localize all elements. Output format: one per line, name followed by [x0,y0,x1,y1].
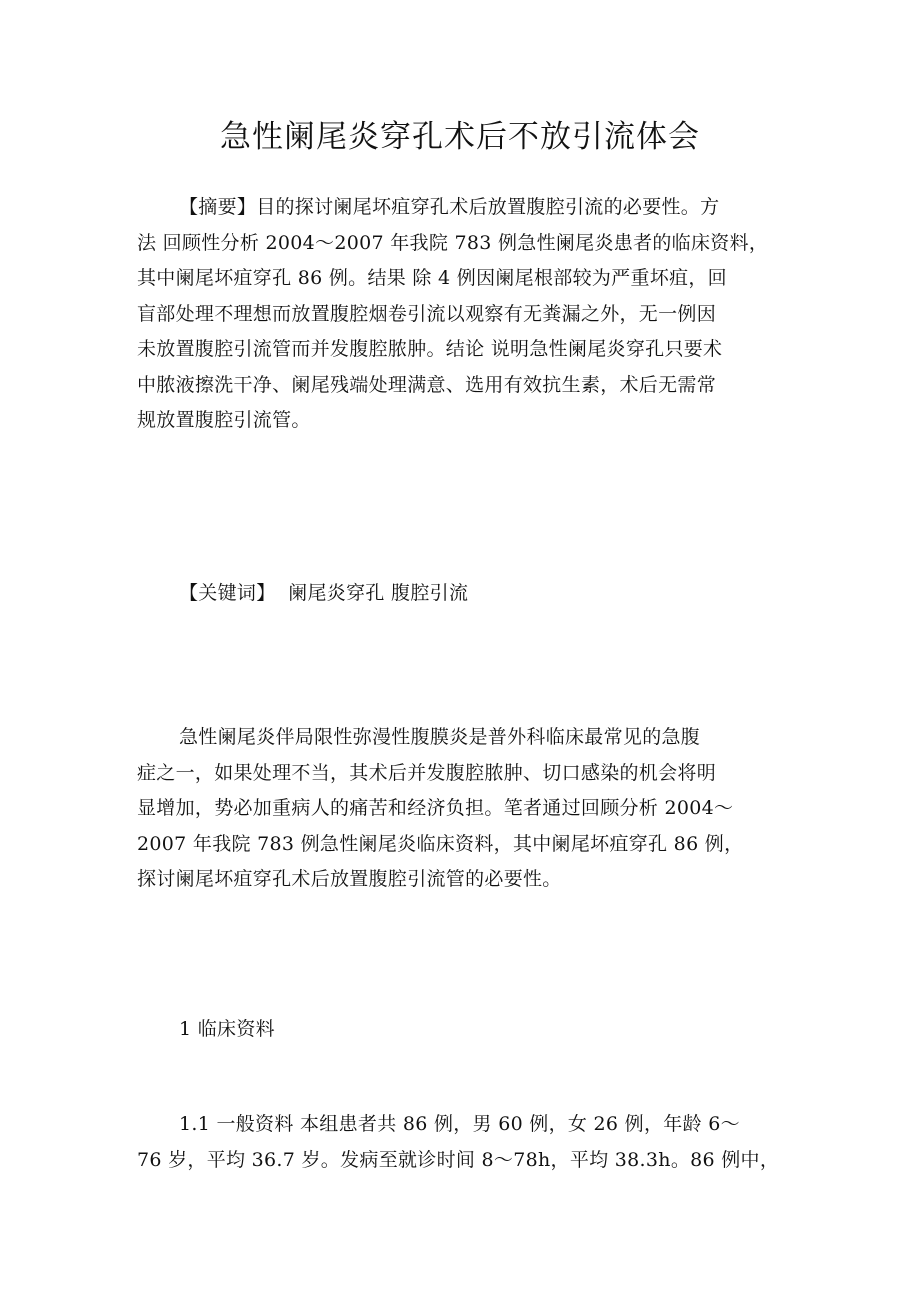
abstract-line: 未放置腹腔引流管而并发腹腔脓肿。结论 说明急性阑尾炎穿孔只要术 [137,338,723,360]
abstract-line: 盲部处理不理想而放置腹腔烟卷引流以观察有无粪漏之外，无一例因 [137,302,717,325]
abstract-line: 法 回顾性分析 2004～2007 年我院 783 例急性阑尾炎患者的临床资料， [137,231,769,254]
keywords-line [137,576,797,612]
keywords-terms: 阑尾炎穿孔 腹腔引流 [288,582,469,604]
abstract-line: 【摘要】目的探讨阑尾坏疽穿孔术后放置腹腔引流的必要性。方 [179,196,720,218]
intro-line: 急性阑尾炎伴局限性弥漫性腹膜炎是普外科临床最常见的急腹 [179,726,701,748]
intro-paragraph [137,720,797,898]
intro-line: 2007 年我院 783 例急性阑尾炎临床资料，其中阑尾坏疽穿孔 86 例， [137,832,744,855]
section-1-1-line: 76 岁，平均 36.7 岁。发病至就诊时间 8～78h，平均 38.3h。86 例中， [137,1148,780,1171]
intro-line: 探讨阑尾坏疽穿孔术后放置腹腔引流管的必要性。 [137,868,562,890]
section-1-1-paragraph [137,1107,797,1178]
abstract-line: 规放置腹腔引流管。 [137,409,311,431]
abstract-paragraph [137,190,797,439]
abstract-line: 中脓液擦洗干净、阑尾残端处理满意、选用有效抗生素，术后无需常 [137,373,717,396]
section-1-1-line: 1.1 一般资料 本组患者共 86 例，男 60 例，女 26 例，年龄 6～ [179,1113,740,1135]
keywords-paragraph [137,576,797,612]
document-title: 急性阑尾炎穿孔术后不放引流体会 [220,119,700,155]
abstract-line: 其中阑尾坏疽穿孔 86 例。结果 除 4 例因阑尾根部较为严重坏疽，回 [137,267,727,289]
section-1-heading: 1 临床资料 [179,1018,275,1040]
keywords-label: 【关键词】 [179,582,276,604]
section-1-heading-block [137,1012,797,1048]
intro-line: 症之一，如果处理不当，其术后并发腹腔脓肿、切口感染的机会将明 [137,761,717,784]
intro-line: 显增加，势必加重病人的痛苦和经济负担。笔者通过回顾分析 2004～ [137,797,734,819]
